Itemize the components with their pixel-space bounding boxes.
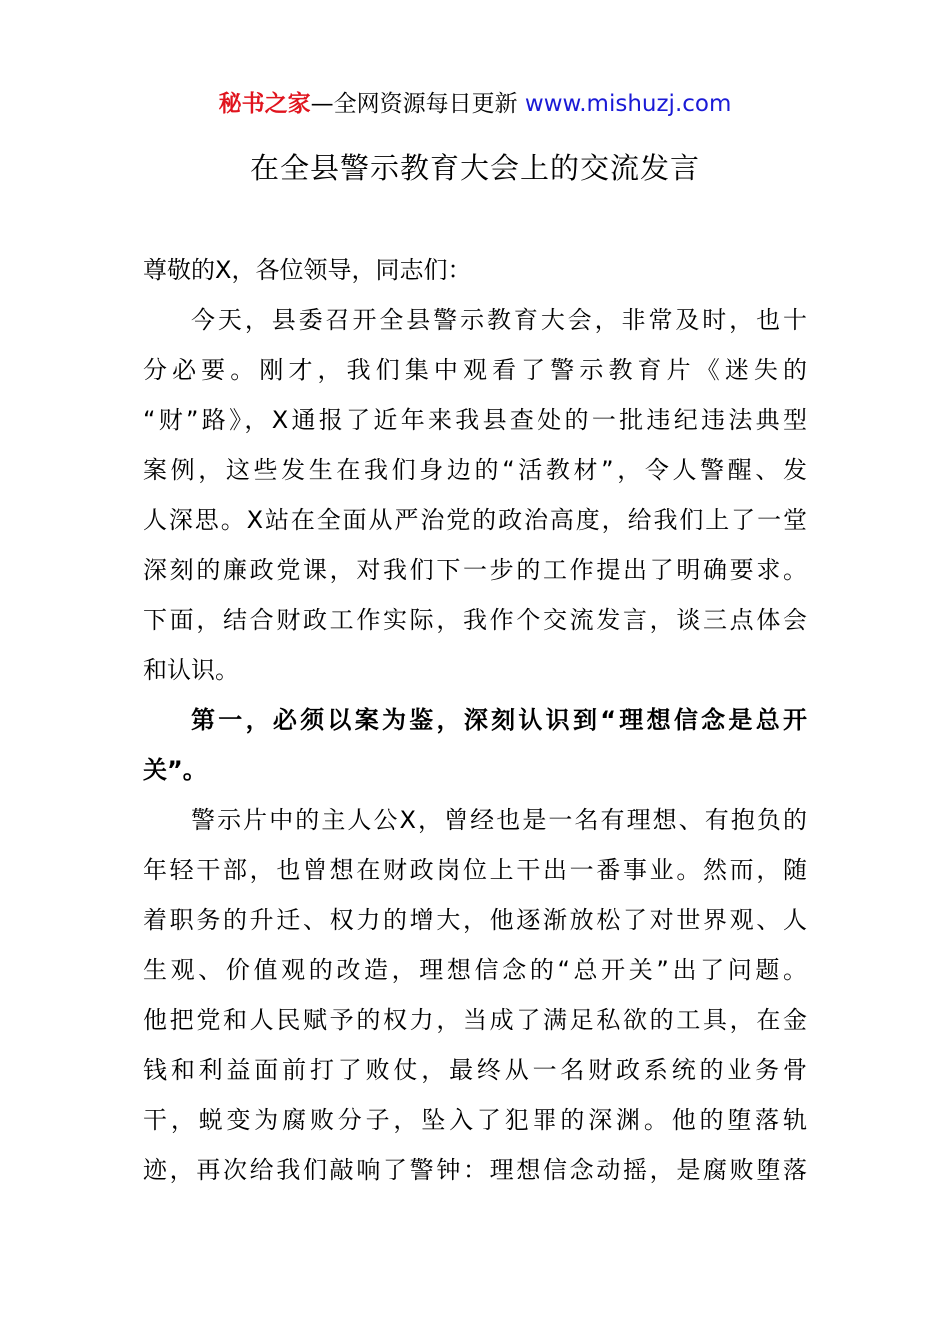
paragraph-line: 人深思。X站在全面从严治党的政治高度，给我们上了一堂	[143, 506, 807, 534]
site-url-link[interactable]: www.mishuzj.com	[524, 91, 732, 117]
paragraph-line: 他把党和人民赋予的权力，当成了满足私欲的工具，在金	[143, 1006, 807, 1034]
site-tagline: —全网资源每日更新	[310, 91, 518, 117]
paragraph-line: “财”路》，X通报了近年来我县查处的一批违纪违法典型	[143, 406, 807, 434]
paragraph-line: 生观、价值观的改造，理想信念的“总开关”出了问题。	[143, 956, 807, 984]
site-brand: 秘书之家	[218, 91, 311, 117]
document-body	[143, 245, 807, 1195]
paragraph-line: 钱和利益面前打了败仗，最终从一名财政系统的业务骨	[143, 1056, 807, 1084]
paragraph-line: 今天，县委召开全县警示教育大会，非常及时，也十	[191, 306, 807, 334]
section-heading-line: 第一，必须以案为鉴，深刻认识到“理想信念是总开	[191, 706, 807, 734]
paragraph-line: 着职务的升迁、权力的增大，他逐渐放松了对世界观、人	[143, 906, 807, 934]
paragraph-line: 案例，这些发生在我们身边的“活教材”，令人警醒、发	[143, 456, 807, 484]
document-title: 在全县警示教育大会上的交流发言	[249, 151, 700, 185]
paragraph-line: 警示片中的主人公X，曾经也是一名有理想、有抱负的	[191, 806, 807, 834]
salutation-line: 尊敬的X，各位领导，同志们：	[143, 256, 472, 284]
section-heading-line: 关”。	[143, 756, 207, 784]
paragraph-line: 干，蜕变为腐败分子，坠入了犯罪的深渊。他的堕落轨	[143, 1106, 807, 1134]
paragraph-line: 分必要。刚才，我们集中观看了警示教育片《迷失的	[143, 356, 807, 384]
paragraph-line: 深刻的廉政党课，对我们下一步的工作提出了明确要求。	[143, 556, 807, 584]
paragraph-line: 迹，再次给我们敲响了警钟：理想信念动摇，是腐败堕落	[143, 1156, 807, 1184]
paragraph-line: 下面，结合财政工作实际，我作个交流发言，谈三点体会	[143, 606, 807, 634]
site-header	[0, 88, 950, 120]
paragraph-line: 和认识。	[143, 656, 239, 684]
paragraph-line: 年轻干部，也曾想在财政岗位上干出一番事业。然而，随	[143, 856, 807, 884]
